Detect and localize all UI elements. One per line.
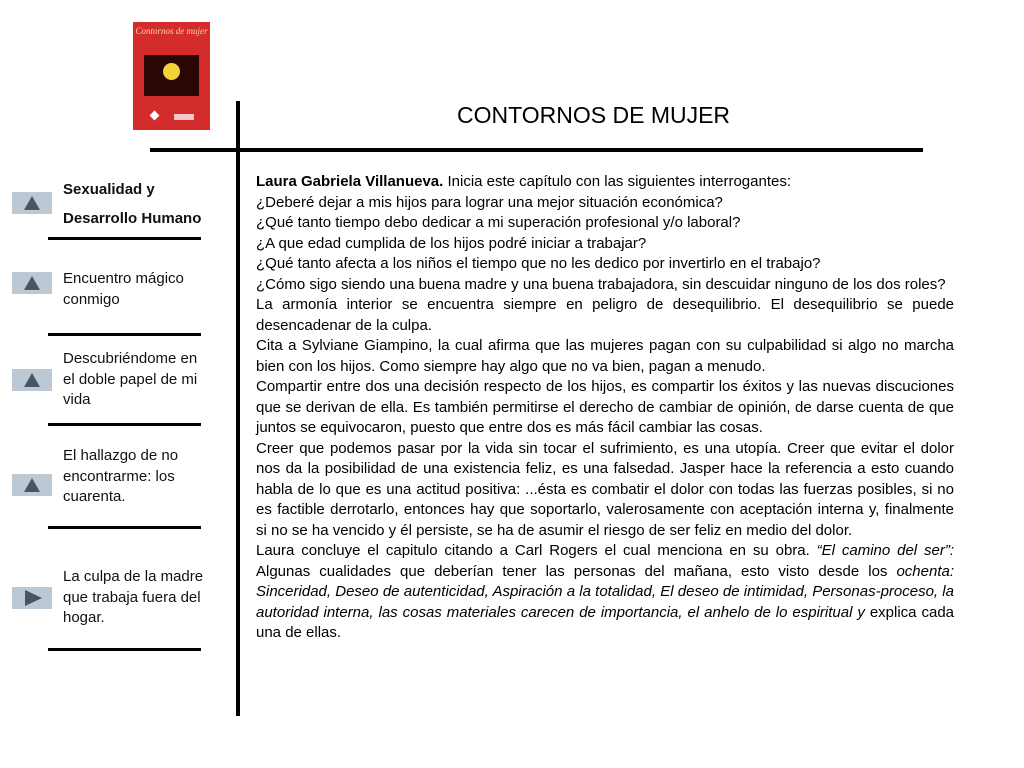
- paragraph: Cita a Sylviane Giampino, la cual afirma que las mujeres pagan con su culpabilidad si algo no marcha bien con los hijos. Como siempre hay algo que no va bien, pagan a menudo.: [256, 337, 954, 375]
- paragraph: Compartir entre dos una decisión respecto de los hijos, es compartir los éxitos y las nuevas discuciones que se derivan de ella. Es también permitirse el derecho de cambiar de opinión, de darse cuenta de que juntos se equivocaron, puesto que entre dos es más fácil cambiar las cosas.: [256, 378, 954, 436]
- question: ¿Qué tanto afecta a los niños el tiempo que no les dedico por invertirlo en el trabajo?: [256, 255, 821, 272]
- nav-divider: [48, 648, 201, 651]
- nav-label-hallazgo[interactable]: El hallazgo de no encontrarme: los cuarenta.: [63, 447, 179, 505]
- nav-label-encuentro[interactable]: Encuentro mágico conmigo: [63, 270, 184, 308]
- triangle-right-icon: [25, 590, 42, 606]
- qualities-list: ochenta: Sinceridad, Deseo de autenticidad, Aspiración a la totalidad, El deseo de intimidad, Personas-proceso, la autoridad interna, las cosas materiales carecen de importancia, el anhelo de lo espiritual y: [256, 562, 954, 621]
- triangle-up-icon: [24, 276, 40, 290]
- column-divider: [236, 101, 240, 716]
- triangle-up-icon: [24, 196, 40, 210]
- nav-button-descubriendome[interactable]: [12, 369, 52, 391]
- publisher-logo-icon: [150, 111, 160, 121]
- paragraph: Creer que podemos pasar por la vida sin tocar el sufrimiento, es una utopía. Creer que evitar el dolor nos da la posibilidad de una existencia feliz, es una falsedad. Jasper hace la referencia a esto cuando habla de lo que es una actitud positiva: ...ésta es combatir el dolor con todas las fuerzas posibles, si no es factible derrotarlo, entonces hay que soportarlo, valerosamente con aceptación interna y, finalmente si no se ha vencido y él persiste, se ha de asumir el riesgo de ser feliz en medio del dolor.: [256, 439, 954, 539]
- paragraph-conclusion: [256, 541, 954, 644]
- nav-divider: [48, 237, 201, 240]
- page-title: CONTORNOS DE MUJER: [457, 102, 731, 128]
- publisher-mark: [174, 114, 194, 120]
- book-title-quote: “El camino del ser”:: [816, 542, 954, 559]
- sun-icon: [163, 63, 180, 80]
- article-intro: [256, 172, 954, 193]
- cover-title: Contornos de mujer: [135, 26, 208, 36]
- question: ¿Deberé dejar a mis hijos para lograr una mejor situación económica?: [256, 193, 723, 211]
- nav-button-encuentro[interactable]: [12, 272, 52, 294]
- book-cover: [133, 22, 210, 130]
- conclusion-text: Algunas cualidades que deberían tener las personas del mañana, esto visto desde los: [256, 562, 897, 580]
- article-body: [256, 172, 954, 644]
- nav-button-culpa[interactable]: [12, 587, 52, 609]
- question: ¿A que edad cumplida de los hijos podré iniciar a trabajar?: [256, 234, 647, 252]
- header-divider: [150, 148, 923, 152]
- question: ¿Qué tanto tiempo debo dedicar a mi superación profesional y/o laboral?: [256, 214, 741, 231]
- conclusion-text: explica cada una de ellas.: [256, 603, 954, 641]
- nav-divider: [48, 423, 201, 426]
- conclusion-text: Laura concluye el capitulo citando a Carl Rogers el cual menciona en su obra.: [256, 542, 817, 559]
- nav-label-descubriendome[interactable]: Descubriéndome en el doble papel de mi vida: [63, 350, 198, 408]
- cover-illustration: [144, 55, 199, 96]
- author-name: Laura Gabriela Villanueva.: [256, 173, 444, 190]
- paragraph: La armonía interior se encuentra siempre en peligro de desequilibrio. El desequilibrio se puede desencadenar de la culpa.: [256, 296, 954, 334]
- question: ¿Cómo sigo siendo una buena madre y una buena trabajadora, sin descuidar ninguno de los dos roles?: [256, 275, 946, 293]
- triangle-up-icon: [24, 478, 40, 492]
- nav-button-sexualidad[interactable]: [12, 192, 52, 214]
- nav-divider: [48, 526, 201, 529]
- nav-label-sexualidad[interactable]: Sexualidad y Desarrollo Humano: [63, 181, 202, 227]
- triangle-up-icon: [24, 373, 40, 387]
- nav-divider: [48, 333, 201, 336]
- nav-button-hallazgo[interactable]: [12, 474, 52, 496]
- intro-text: Inicia este capítulo con las siguientes interrogantes:: [443, 173, 792, 190]
- nav-label-culpa[interactable]: La culpa de la madre que trabaja fuera del hogar.: [63, 568, 204, 626]
